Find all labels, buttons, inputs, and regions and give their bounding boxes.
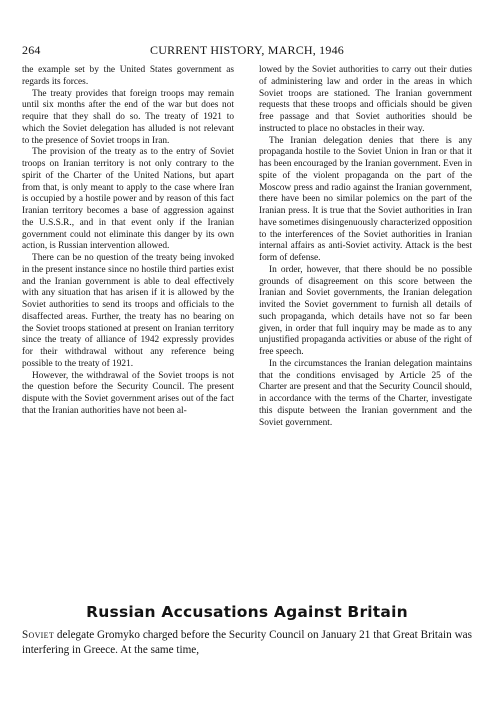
paragraph: The provision of the treaty as to the entry of Soviet troops on Iranian territory is not only contrary to the spirit of the Charter of the United Nations, but apart from that, is only meant to apply to the case where Iran is occupied by a hostile power and by reason of this fact Iranian territory becomes a base of aggression against the U.S.S.R., and in that event only if the Iranian government could not eliminate this danger by its own action, is Russian intervention allowed. (22, 147, 234, 252)
running-title: CURRENT HISTORY, MARCH, 1946 (150, 43, 344, 57)
right-column (259, 65, 472, 429)
paragraph: In the circumstances the Iranian delegation maintains that the conditions envisaged by Article 25 of the Charter are present and that the Security Council should, in accordance with the terms of the Charter, investigate this dispute between the Iranian government and the Soviet government. (259, 358, 472, 428)
page-header (22, 43, 472, 59)
lead-word: Soviet (22, 629, 55, 641)
paragraph: There can be no question of the treaty being invoked in the present instance since no hostile third parties exist and the Iranian government is able to deal effectively with any situation that has arisen if it is allowed by the Soviet authorities to send its troops and officials to the disaffected areas. Further, the treaty has no bearing on the Soviet troops stationed at present on Iranian territory since the treaty of alliance of 1942 expressly provides for their withdrawal without any reference being possible to the treaty of 1921. (22, 253, 234, 369)
paragraph: In order, however, that there should be no possible grounds of disagreement on this score between the Iranian and Soviet governments, the Iranian delegation invited the Soviet government to furnish all details of such propaganda, which details have not so far been given, in order that full inquiry may be made as to any unjustified propaganda activities or abuse of the right of free speech. (259, 264, 472, 357)
paragraph: lowed by the Soviet authorities to carry out their duties of administering law and order in the areas in which Soviet troops are stationed. The Iranian government requests that these troops and officials should be given free passage and that Soviet authorities should be instructed to place no obstacles in their way. (259, 65, 472, 134)
section-heading: Russian Accusations Against Britain (86, 603, 408, 621)
paragraph: However, the withdrawal of the Soviet troops is not the question before the Security Council. The present dispute with the Soviet government arises out of the fact that the Iranian authorities have not been al- (22, 370, 234, 416)
section-paragraph (22, 628, 472, 657)
left-column (22, 65, 234, 418)
paragraph: The treaty provides that foreign troops may remain until six months after the end of the war but does not require that they shall do so. The treaty of 1921 to which the Soviet delegation has alluded is not relevant to the presence of Soviet troops in Iran. (22, 88, 234, 146)
paragraph: The Iranian delegation denies that there is any propaganda hostile to the Soviet Union in Iran or that it has been encouraged by the Iranian government. Even in spite of the violent propaganda on the part of the Moscow press and radio against the Iranian government, there have been no similar polemics on the part of the Iranian press. It is true that the Soviet authorities in Iran have sometimes disingenuously characterized opposition to the interferences of the Soviet authorities in Iranian internal affairs as anti-Soviet activity. Attack is the best form of defense. (259, 135, 472, 263)
paragraph: the example set by the United States government as regards its forces. (22, 65, 234, 87)
section-body-text: delegate Gromyko charged before the Security Council on January 21 that Great Britain was interfering in Greece. At the same time, (22, 629, 472, 656)
page-number: 264 (22, 43, 41, 57)
